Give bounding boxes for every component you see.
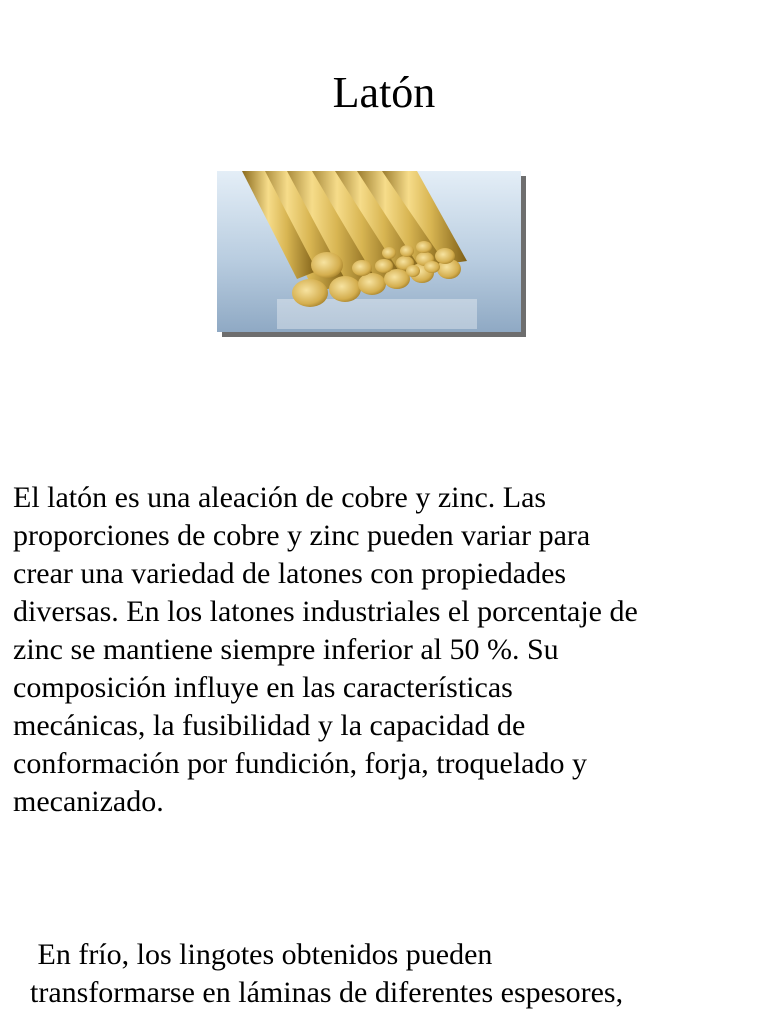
paragraph-line: diversas. En los latones industriales el porcentaje de (13, 595, 638, 628)
page-title: Latón (332, 68, 436, 117)
paragraph-line: zinc se mantiene siempre inferior al 50 %. Su (13, 633, 559, 666)
paragraph-line: En frío, los lingotes obtenidos pueden (30, 938, 493, 971)
paragraph-line: composición influye en las características (13, 671, 513, 704)
brass-rods-photo (217, 171, 521, 332)
paragraph-2 (30, 936, 764, 1012)
paragraph-line: El latón es una aleación de cobre y zinc. Las (13, 481, 547, 514)
paragraph-line: transformarse en láminas de diferentes espesores, (30, 976, 624, 1009)
paragraph-line: proporciones de cobre y zinc pueden variar para (13, 519, 591, 552)
paragraph-1 (13, 479, 763, 821)
paragraph-line: crear una variedad de latones con propiedades (13, 557, 567, 590)
paragraph-line: conformación por fundición, forja, troquelado y (13, 747, 587, 780)
paragraph-line: mecánicas, la fusibilidad y la capacidad de (13, 709, 526, 742)
paragraph-line: mecanizado. (13, 785, 164, 818)
